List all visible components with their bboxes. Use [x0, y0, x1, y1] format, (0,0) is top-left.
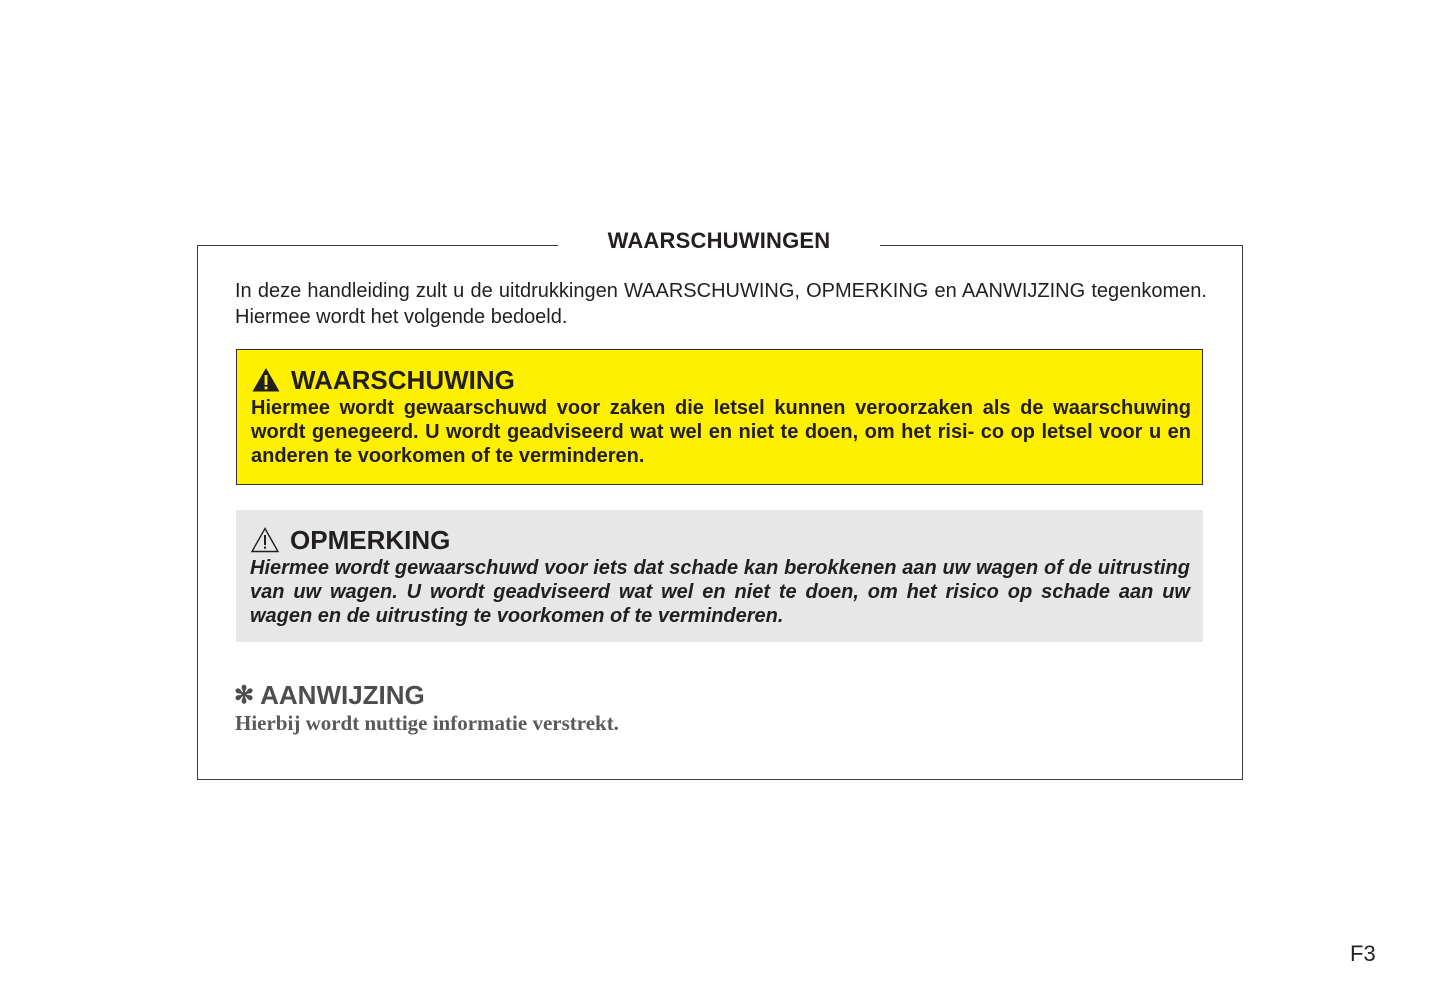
- asterisk-icon: ✻: [234, 681, 255, 709]
- warning-text: Hiermee wordt gewaarschuwd voor zaken die letsel kunnen veroorzaken als de waarschuwing wordt genegeerd. U wordt geadviseerd wat wel en niet te doen, om het risi- co op letsel voor u en anderen te voorkomen of te verminderen.: [251, 397, 1191, 467]
- warning-box: [236, 349, 1203, 485]
- page-number: F3: [1350, 941, 1376, 966]
- tip-title: AANWIJZING: [260, 679, 425, 710]
- warning-triangle-outline-icon: [250, 526, 280, 554]
- tip-text: Hierbij wordt nuttige informatie verstrekt.: [235, 711, 619, 735]
- warning-header: [251, 364, 515, 396]
- note-box: [236, 510, 1203, 642]
- section-title: WAARSCHUWINGEN: [558, 226, 880, 256]
- note-text: Hiermee wordt gewaarschuwd voor iets dat schade kan berokkenen aan uw wagen of de uitrusting van uw wagen. U wordt geadviseerd wat wel en niet te doen, om het risico op schade aan uw wagen en de uitrusting te voorkomen of te verminderen.: [250, 557, 1190, 627]
- warning-title: WAARSCHUWING: [291, 364, 515, 395]
- note-title: OPMERKING: [290, 524, 451, 555]
- note-header: [250, 524, 450, 556]
- warning-triangle-filled-icon: [251, 366, 281, 394]
- tip-header: [234, 679, 425, 711]
- intro-paragraph: In deze handleiding zult u de uitdrukkingen WAARSCHUWING, OPMERKING en AANWIJZING tegenkomen. Hiermee wordt het volgende bedoeld.: [235, 280, 1207, 328]
